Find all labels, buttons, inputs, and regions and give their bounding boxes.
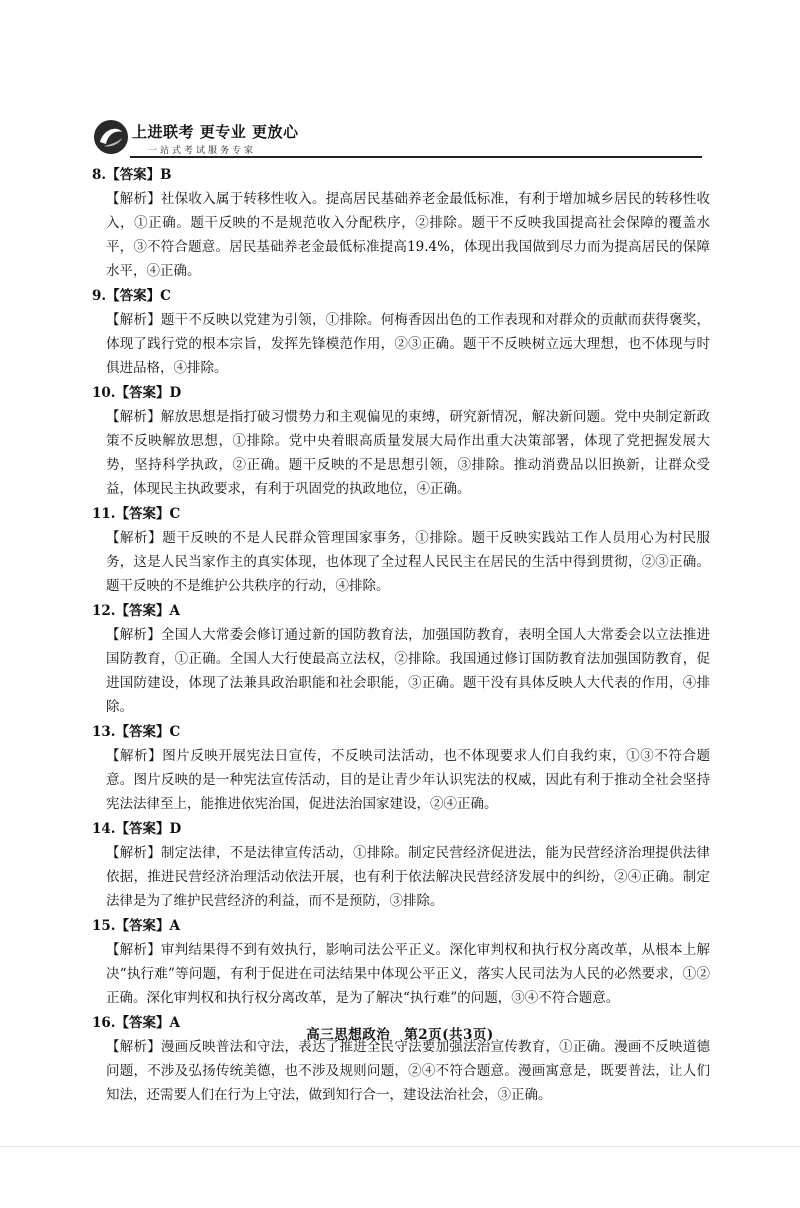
question-item-14: [92, 817, 710, 913]
answer-line: 13.【答案】C: [92, 724, 181, 740]
header-divider: [130, 156, 702, 158]
answer-line: 9.【答案】C: [92, 288, 171, 304]
analysis-paragraph: 【解析】图片反映开展宪法日宣传，不反映司法活动，也不体现要求人们自我约束，①③不符合题意。图片反映的是一种宪法宣传活动，目的是让青少年认识宪法的权威，因此有利于推动全社会坚持宪法法律至上，能推进依宪治国，促进法治国家建设，②④正确。: [106, 748, 710, 812]
analysis-paragraph: 【解析】审判结果得不到有效执行，影响司法公平正义。深化审判权和执行权分离改革，从根本上解决“执行难”等问题，有利于促进在司法结果中体现公平正义，落实人民司法为人民的必然要求，①②正确。深化审判权和执行权分离改革，是为了解决“执行难”的问题，③④不符合题意。: [106, 942, 710, 1006]
answer-line: 10.【答案】D: [92, 385, 182, 401]
analysis-paragraph: 【解析】社保收入属于转移性收入。提高居民基础养老金最低标准，有利于增加城乡居民的转移性收入，①正确。题干反映的不是规范收入分配秩序，②排除。题干不反映我国提高社会保障的覆盖水平，③不符合题意。居民基础养老金最低标准提高19.4%，体现出我国做到尽力而为提高居民的保障水平，④正确。: [106, 191, 710, 279]
answer-line: 15.【答案】A: [92, 918, 180, 934]
question-item-15: [92, 914, 710, 1010]
answer-line: 12.【答案】A: [92, 603, 180, 619]
answer-line: 8.【答案】B: [92, 167, 172, 183]
analysis-paragraph: 【解析】漫画反映普法和守法，表达了推进全民守法要加强法治宣传教育，①正确。漫画不反映道德问题，不涉及弘扬传统美德，也不涉及规则问题，②④不符合题意。漫画寓意是，既要普法，让人们知法，还需要人们在行为上守法，做到知行合一，建设法治社会，③正确。: [106, 1039, 710, 1103]
analysis-paragraph: 【解析】题干反映的不是人民群众管理国家事务，①排除。题干反映实践站工作人员用心为村民服务，这是人民当家作主的真实体现，也体现了全过程人民民主在居民的生活中得到贯彻，②③正确。题干反映的不是维护公共秩序的行动，④排除。: [106, 530, 710, 594]
question-item-13: [92, 720, 710, 816]
question-item-10: [92, 381, 710, 501]
analysis-paragraph: 【解析】全国人大常委会修订通过新的国防教育法，加强国防教育，表明全国人大常委会以立法推进国防教育，①正确。全国人大行使最高立法权，②排除。我国通过修订国防教育法加强国防教育，促进国防建设，体现了法兼具政治职能和社会职能，③正确。题干没有具体反映人大代表的作用，④排除。: [106, 627, 710, 715]
question-item-11: [92, 502, 710, 598]
header-slogan: 上进联考 更专业 更放心: [132, 123, 299, 141]
analysis-paragraph: 【解析】题干不反映以党建为引领，①排除。何梅香因出色的工作表现和对群众的贡献而获得褒奖，体现了践行党的根本宗旨，发挥先锋模范作用，②③正确。题干不反映树立远大理想，也不体现与时俱进品格，④排除。: [106, 312, 710, 376]
page-footer: 高三思想政治 第2页(共3页): [306, 1027, 494, 1043]
answer-line: 16.【答案】A: [92, 1015, 180, 1031]
answer-line: 11.【答案】C: [92, 506, 181, 522]
question-item-8: [92, 163, 710, 283]
analysis-paragraph: 【解析】解放思想是指打破习惯势力和主观偏见的束缚，研究新情况，解决新问题。党中央制定新政策不反映解放思想，①排除。党中央着眼高质量发展大局作出重大决策部署，体现了党把握发展大势，坚持科学执政，②正确。题干反映的不是思想引领，③排除。推动消费品以旧换新，让群众受益，体现民主执政要求，有利于巩固党的执政地位，④正确。: [106, 409, 710, 497]
page-header: [92, 118, 702, 160]
scan-edge-line: [0, 1146, 800, 1147]
logo-icon: [92, 118, 130, 156]
header-tagline: 一站式考试服务专家: [148, 146, 257, 156]
answer-list: [92, 163, 710, 1108]
answer-line: 14.【答案】D: [92, 821, 182, 837]
question-item-9: [92, 284, 710, 380]
analysis-paragraph: 【解析】制定法律，不是法律宣传活动，①排除。制定民营经济促进法，能为民营经济治理提供法律依据，推进民营经济治理活动依法开展，也有利于依法解决民营经济发展中的纠纷，②④正确。制定法律是为了维护民营经济的利益，而不是预防，③排除。: [106, 845, 710, 909]
question-item-12: [92, 599, 710, 719]
